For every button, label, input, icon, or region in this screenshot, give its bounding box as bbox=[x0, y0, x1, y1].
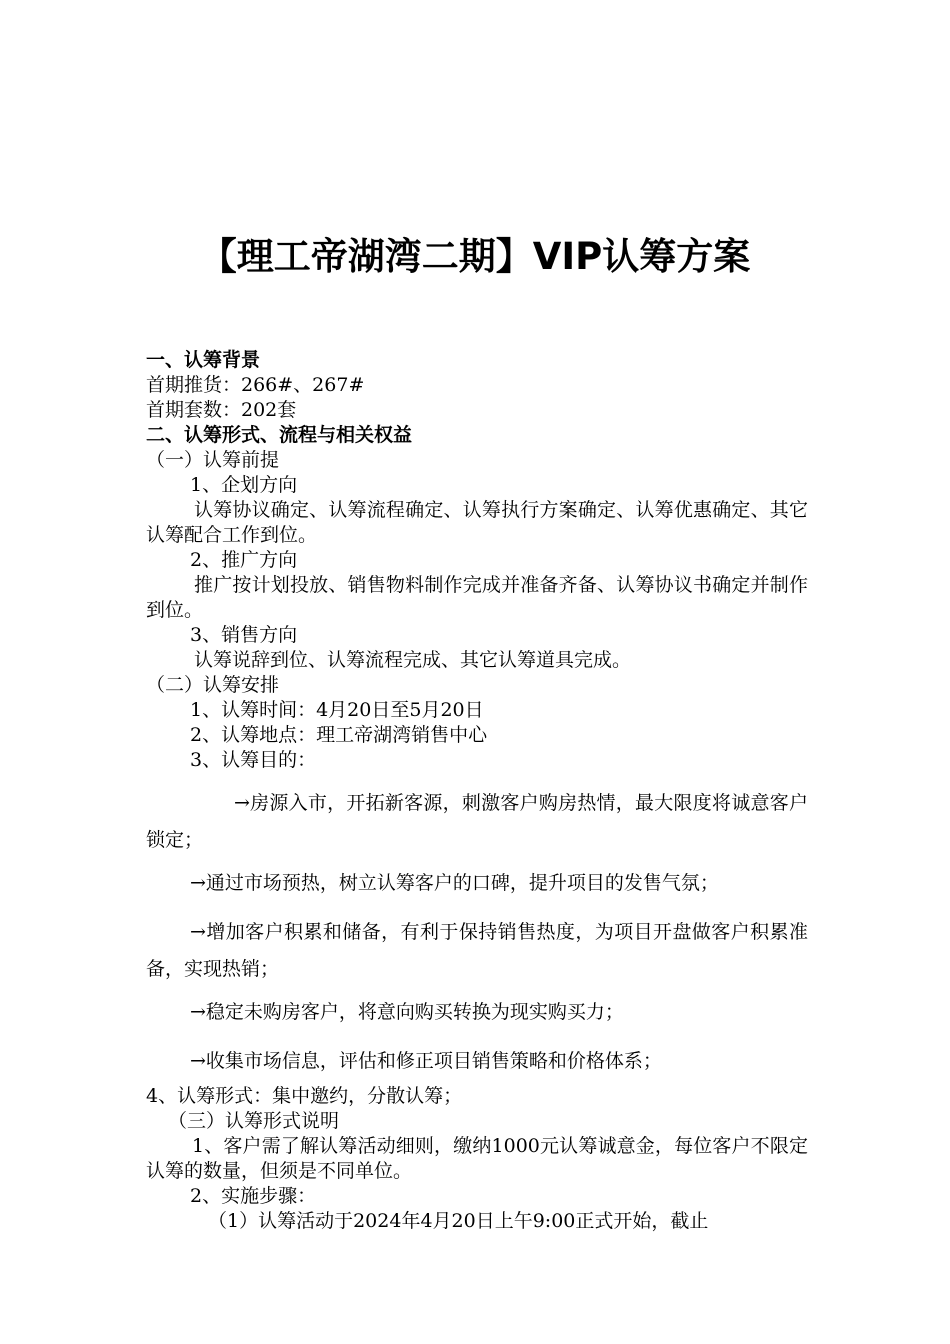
paragraph: 认筹说辞到位、认筹流程完成、其它认筹道具完成。 bbox=[194, 649, 632, 671]
section-heading-1: 一、认筹背景 bbox=[146, 349, 261, 371]
subsection-heading: （二）认筹安排 bbox=[146, 674, 280, 696]
section-heading-2: 二、认筹形式、流程与相关权益 bbox=[146, 424, 413, 446]
step-line: （1）认筹活动于2024年4月20日上午9:00正式开始，截止 bbox=[208, 1210, 709, 1232]
paragraph: 推广按计划投放、销售物料制作完成并准备齐备、认筹协议书确定并制作到位。 bbox=[146, 574, 808, 621]
item-line: 2、认筹地点：理工帝湖湾销售中心 bbox=[190, 724, 488, 746]
item-line: 4、认筹形式：集中邀约，分散认筹； bbox=[146, 1085, 463, 1107]
paragraph: 首期套数：202套 bbox=[146, 399, 297, 421]
subsection-heading: （三）认筹形式说明 bbox=[168, 1110, 340, 1132]
goal-item: →通过市场预热，树立认筹客户的口碑，提升项目的发售气氛； bbox=[190, 872, 719, 894]
goal-item: →收集市场信息，评估和修正项目销售策略和价格体系； bbox=[190, 1050, 662, 1072]
item-line: 1、认筹时间：4月20日至5月20日 bbox=[190, 699, 484, 721]
page-title: 【理工帝湖湾二期】VIP认筹方案 bbox=[199, 235, 751, 278]
paragraph: 认筹协议确定、认筹流程确定、认筹执行方案确定、认筹优惠确定、其它认筹配合工作到位。 bbox=[146, 499, 808, 546]
item-line: 3、认筹目的： bbox=[190, 749, 317, 771]
document-body bbox=[146, 348, 808, 1234]
goal-item: →稳定未购房客户，将意向购买转换为现实购买力； bbox=[190, 1001, 624, 1023]
goal-item: →房源入市，开拓新客源，刺激客户购房热情，最大限度将诚意客户锁定； bbox=[146, 792, 808, 851]
goal-item: →增加客户积累和储备，有利于保持销售热度，为项目开盘做客户积累准备，实现热销； bbox=[146, 921, 808, 980]
item-title: 2、推广方向 bbox=[190, 549, 298, 571]
item-line: 2、实施步骤： bbox=[190, 1185, 317, 1207]
paragraph: 1、客户需了解认筹活动细则，缴纳1000元认筹诚意金，每位客户不限定认筹的数量，但须是不同单位。 bbox=[146, 1135, 808, 1182]
item-title: 1、企划方向 bbox=[190, 474, 298, 496]
item-title: 3、销售方向 bbox=[190, 624, 298, 646]
subsection-heading: （一）认筹前提 bbox=[146, 449, 280, 471]
paragraph: 首期推货：266#、267# bbox=[146, 374, 365, 396]
